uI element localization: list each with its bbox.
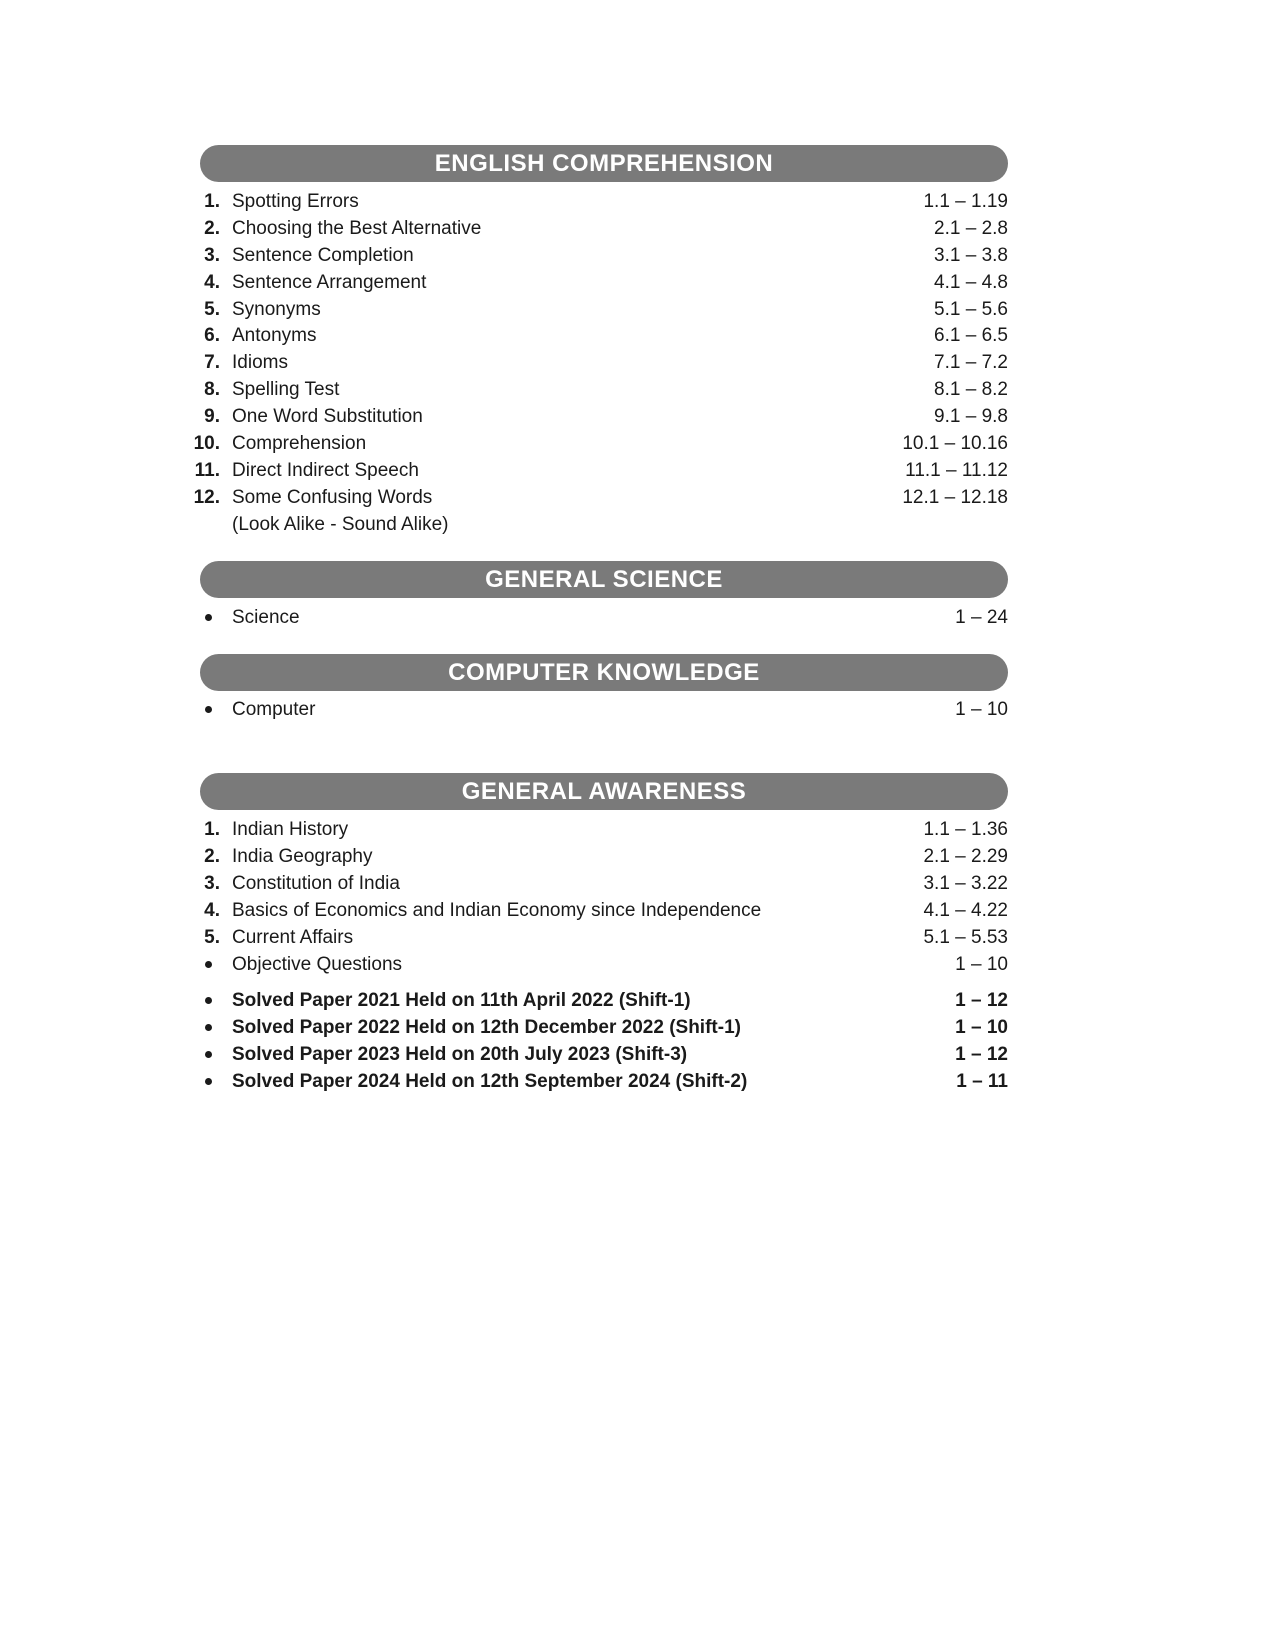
item-title: Choosing the Best Alternative bbox=[232, 218, 482, 239]
bullet-icon bbox=[180, 605, 220, 631]
toc-row[interactable] bbox=[180, 844, 1008, 870]
item-pages: 5.1 – 5.6 bbox=[934, 299, 1008, 320]
item-pages: 1.1 – 1.36 bbox=[923, 819, 1008, 840]
item-title: Solved Paper 2024 Held on 12th September 2024 (Shift-2) bbox=[232, 1071, 748, 1092]
item-title: Constitution of India bbox=[232, 873, 400, 894]
item-pages: 4.1 – 4.22 bbox=[923, 900, 1008, 921]
item-title: Solved Paper 2022 Held on 12th December 2022 (Shift-1) bbox=[232, 1017, 741, 1038]
bullet-icon bbox=[180, 952, 220, 978]
item-title: Current Affairs bbox=[232, 927, 354, 948]
item-number: 10. bbox=[193, 433, 220, 454]
toc-row[interactable] bbox=[180, 697, 1008, 723]
item-number: 4. bbox=[204, 272, 220, 293]
item-number: 3. bbox=[204, 873, 220, 894]
item-number: 4. bbox=[204, 900, 220, 921]
toc-row[interactable] bbox=[180, 485, 1008, 511]
toc-row[interactable] bbox=[180, 243, 1008, 269]
item-pages: 1 – 10 bbox=[955, 1017, 1008, 1038]
toc-row[interactable] bbox=[180, 952, 1008, 978]
item-title: Solved Paper 2021 Held on 11th April 2022 (Shift-1) bbox=[232, 990, 691, 1011]
item-pages: 9.1 – 9.8 bbox=[934, 406, 1008, 427]
item-pages: 1 – 24 bbox=[955, 607, 1008, 628]
toc-row[interactable] bbox=[180, 377, 1008, 403]
toc-row[interactable] bbox=[180, 925, 1008, 951]
item-pages: 8.1 – 8.2 bbox=[934, 379, 1008, 400]
toc-row[interactable] bbox=[180, 323, 1008, 349]
bullet-icon bbox=[180, 1069, 220, 1095]
item-number: 12. bbox=[193, 487, 220, 508]
item-number: 7. bbox=[204, 352, 220, 373]
item-pages: 7.1 – 7.2 bbox=[934, 352, 1008, 373]
toc-row[interactable] bbox=[180, 404, 1008, 430]
toc-row[interactable] bbox=[180, 871, 1008, 897]
item-title: Comprehension bbox=[232, 433, 367, 454]
item-pages: 1 – 12 bbox=[955, 990, 1008, 1011]
item-number: 1. bbox=[204, 819, 220, 840]
section-heading-english: ENGLISH COMPREHENSION bbox=[200, 145, 1008, 182]
item-pages: 11.1 – 11.12 bbox=[905, 460, 1008, 481]
item-number: 5. bbox=[204, 927, 220, 948]
item-pages: 2.1 – 2.8 bbox=[934, 218, 1008, 239]
item-title: Computer bbox=[232, 699, 316, 720]
toc-row-solved-paper[interactable] bbox=[180, 1069, 1008, 1095]
item-title-continuation: (Look Alike - Sound Alike) bbox=[232, 514, 449, 535]
item-number: 6. bbox=[204, 325, 220, 346]
toc-row[interactable] bbox=[180, 431, 1008, 457]
toc-row[interactable] bbox=[180, 605, 1008, 631]
item-title: Basics of Economics and Indian Economy since Independence bbox=[232, 900, 762, 921]
toc-row-solved-paper[interactable] bbox=[180, 1042, 1008, 1068]
bullet-icon bbox=[180, 1015, 220, 1041]
item-number: 2. bbox=[204, 846, 220, 867]
item-pages: 4.1 – 4.8 bbox=[934, 272, 1008, 293]
toc-row[interactable] bbox=[180, 350, 1008, 376]
item-title: One Word Substitution bbox=[232, 406, 423, 427]
toc-row[interactable] bbox=[180, 189, 1008, 215]
item-pages: 10.1 – 10.16 bbox=[902, 433, 1008, 454]
item-pages: 3.1 – 3.22 bbox=[923, 873, 1008, 894]
item-title: Antonyms bbox=[232, 325, 317, 346]
toc-row[interactable] bbox=[180, 216, 1008, 242]
section-heading-science: GENERAL SCIENCE bbox=[200, 561, 1008, 598]
section-heading-awareness: GENERAL AWARENESS bbox=[200, 773, 1008, 810]
item-pages: 5.1 – 5.53 bbox=[923, 927, 1008, 948]
bullet-icon bbox=[180, 1042, 220, 1068]
section-heading-computer: COMPUTER KNOWLEDGE bbox=[200, 654, 1008, 691]
toc-row-continuation bbox=[180, 512, 1008, 538]
item-title: Direct Indirect Speech bbox=[232, 460, 419, 481]
bullet-icon bbox=[180, 988, 220, 1014]
toc-row[interactable] bbox=[180, 817, 1008, 843]
item-pages: 1 – 10 bbox=[955, 699, 1008, 720]
item-title: Synonyms bbox=[232, 299, 321, 320]
item-title: Objective Questions bbox=[232, 954, 403, 975]
item-number: 5. bbox=[204, 299, 220, 320]
toc-row[interactable] bbox=[180, 458, 1008, 484]
toc-row[interactable] bbox=[180, 898, 1008, 924]
item-title: Sentence Completion bbox=[232, 245, 414, 266]
item-title: India Geography bbox=[232, 846, 373, 867]
item-title: Some Confusing Words bbox=[232, 487, 433, 508]
item-pages: 2.1 – 2.29 bbox=[923, 846, 1008, 867]
item-number: 8. bbox=[204, 379, 220, 400]
item-title: Solved Paper 2023 Held on 20th July 2023 (Shift-3) bbox=[232, 1044, 688, 1065]
toc-row-solved-paper[interactable] bbox=[180, 1015, 1008, 1041]
item-title: Indian History bbox=[232, 819, 349, 840]
toc-row[interactable] bbox=[180, 270, 1008, 296]
item-number: 2. bbox=[204, 218, 220, 239]
item-number: 3. bbox=[204, 245, 220, 266]
item-pages: 12.1 – 12.18 bbox=[902, 487, 1008, 508]
item-number: 9. bbox=[204, 406, 220, 427]
item-pages: 1 – 11 bbox=[956, 1071, 1008, 1092]
item-number: 11. bbox=[194, 460, 220, 481]
toc-row[interactable] bbox=[180, 297, 1008, 323]
item-pages: 1 – 12 bbox=[955, 1044, 1008, 1065]
item-title: Spelling Test bbox=[232, 379, 340, 400]
item-pages: 6.1 – 6.5 bbox=[934, 325, 1008, 346]
item-pages: 3.1 – 3.8 bbox=[934, 245, 1008, 266]
item-title: Idioms bbox=[232, 352, 288, 373]
toc-row-solved-paper[interactable] bbox=[180, 988, 1008, 1014]
item-title: Sentence Arrangement bbox=[232, 272, 427, 293]
item-number: 1. bbox=[204, 191, 220, 212]
item-pages: 1.1 – 1.19 bbox=[923, 191, 1008, 212]
bullet-icon bbox=[180, 697, 220, 723]
item-title: Spotting Errors bbox=[232, 191, 359, 212]
item-title: Science bbox=[232, 607, 300, 628]
item-pages: 1 – 10 bbox=[955, 954, 1008, 975]
